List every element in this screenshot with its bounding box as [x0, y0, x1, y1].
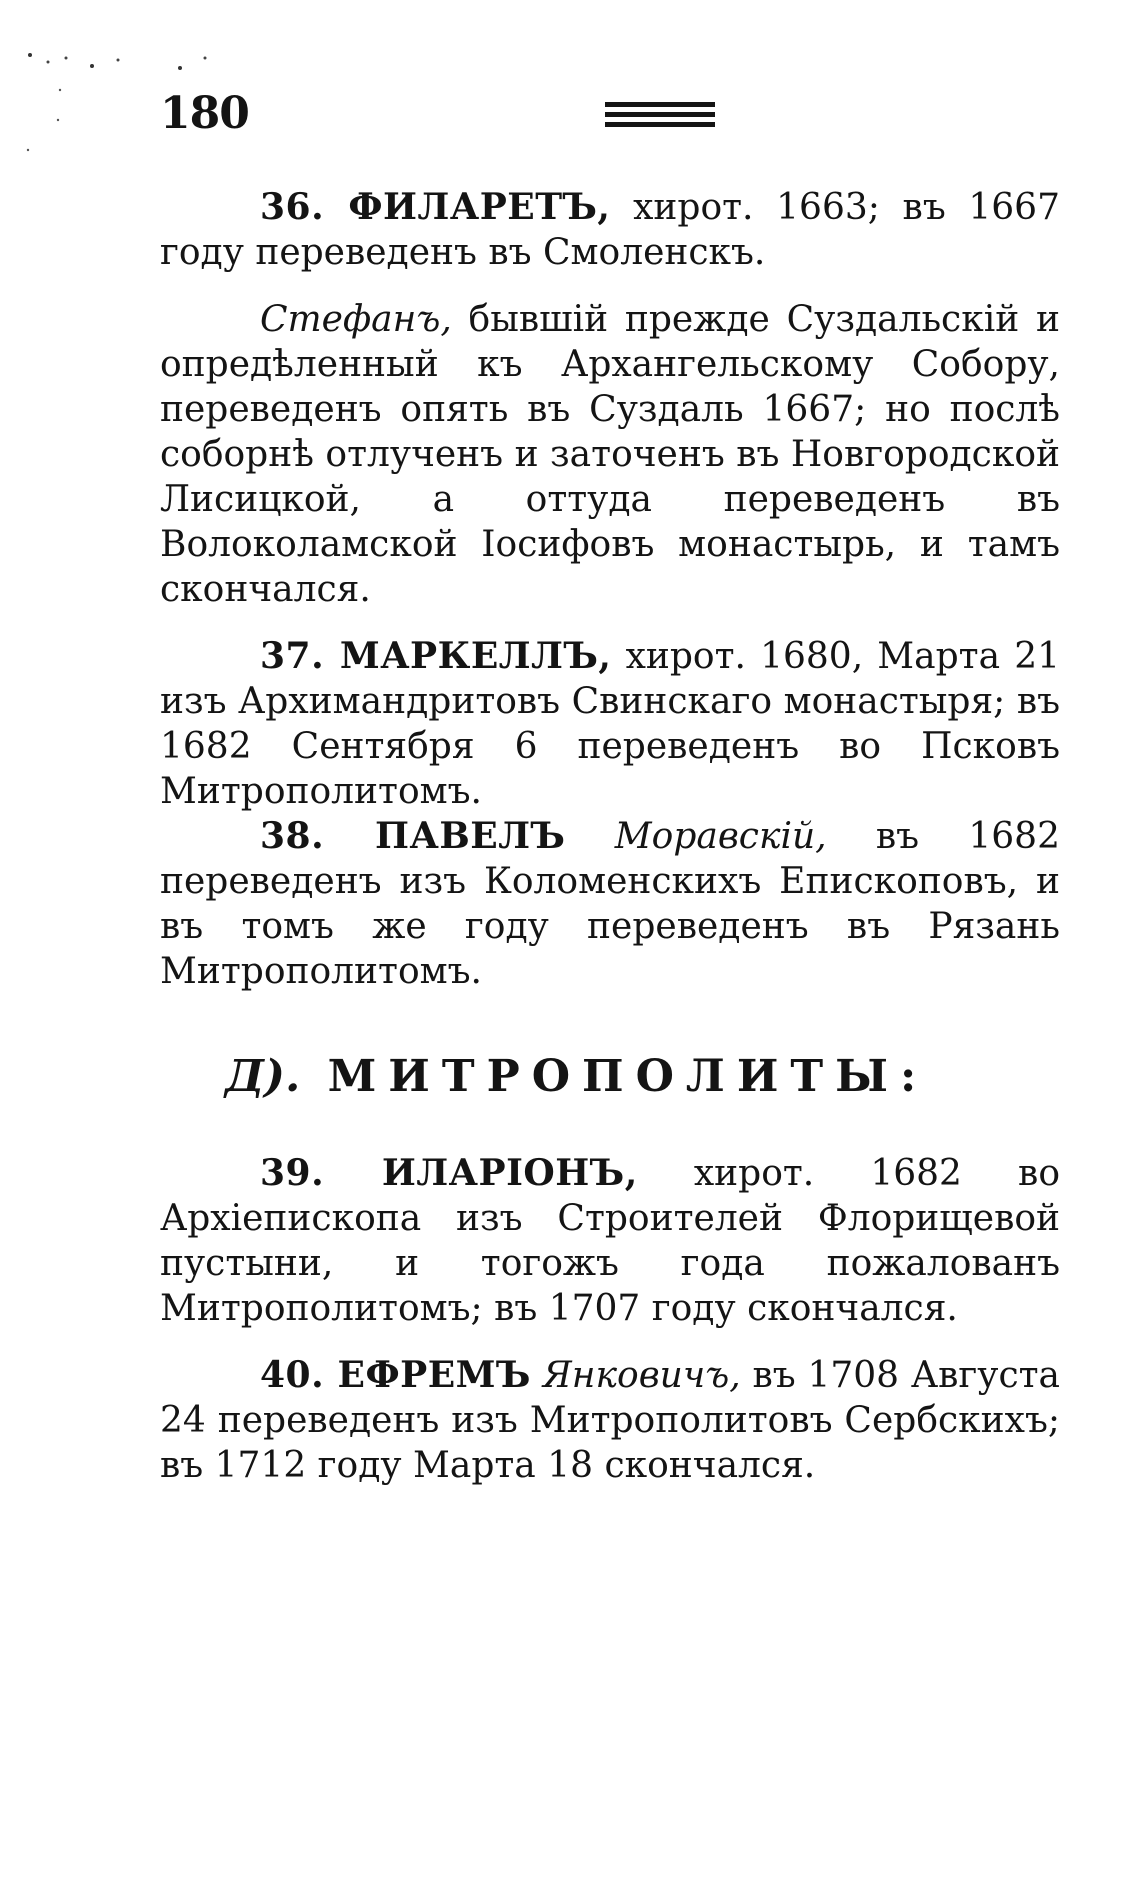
entry-40 — [160, 1353, 1060, 1488]
entry-39 — [160, 1151, 1060, 1331]
header-ornament-rule — [605, 102, 715, 128]
section-letter: Д). — [225, 1051, 301, 1102]
entry-name: 40. ЕФРЕМЪ — [260, 1354, 531, 1396]
entry-38 — [160, 814, 1060, 994]
entry-text: хирот. 1680, Марта 21 изъ Архимандритовъ Свинскаго монастыря; въ 1682 Сентября 6 переведенъ во Псковъ Митрополитомъ. — [160, 636, 1061, 812]
entry-text: въ 1682 переведенъ изъ Коломенскихъ Епископовъ, и въ томъ же году переведенъ въ Рязань Митрополитомъ. — [160, 816, 1060, 992]
entry-37 — [160, 634, 1060, 814]
section-heading — [160, 1051, 1060, 1102]
entry-text: бывшій прежде Суздальскій и опредѣленный къ Архангельскому Собору, переведенъ опять въ Суздаль 1667; но послѣ соборнѣ отлученъ и заточенъ въ Новгородской Лисицкой, а оттуда переведенъ въ Волоколамской Іосифовъ монастырь, и тамъ скончался. — [160, 299, 1060, 610]
entry-name: 39. ИЛАРІОНЪ, — [260, 1152, 638, 1194]
entry-name-italic: Моравскій, — [565, 816, 827, 857]
page-number: 180 — [160, 88, 249, 139]
entry-text: хирот. 1682 во Архіепископа изъ Строителей Флорищевой пустыни, и тогожъ года пожалованъ Митрополитомъ; въ 1707 году скончался. — [160, 1153, 1060, 1329]
entry-name: 36. ФИЛАРЕТЪ, — [260, 186, 611, 228]
entry-text: въ 1708 Августа 24 переведенъ изъ Митрополитовъ Сербскихъ; въ 1712 году Марта 18 скончался. — [160, 1355, 1061, 1486]
entry-text: хирот. 1663; въ 1667 году переведенъ въ Смоленскъ. — [160, 187, 1060, 273]
page-header — [160, 88, 1060, 148]
section-title: МИТРОПОЛИТЫ: — [327, 1051, 929, 1102]
entry-name-italic: Стефанъ, — [260, 299, 452, 340]
entry-stefan — [160, 297, 1060, 612]
entry-name-italic: Янковичъ, — [530, 1355, 741, 1396]
page-body — [160, 185, 1060, 1510]
entry-name: 38. ПАВЕЛЪ — [260, 815, 566, 857]
entry-name: 37. МАРКЕЛЛЪ, — [260, 635, 612, 677]
entry-36 — [160, 185, 1060, 275]
